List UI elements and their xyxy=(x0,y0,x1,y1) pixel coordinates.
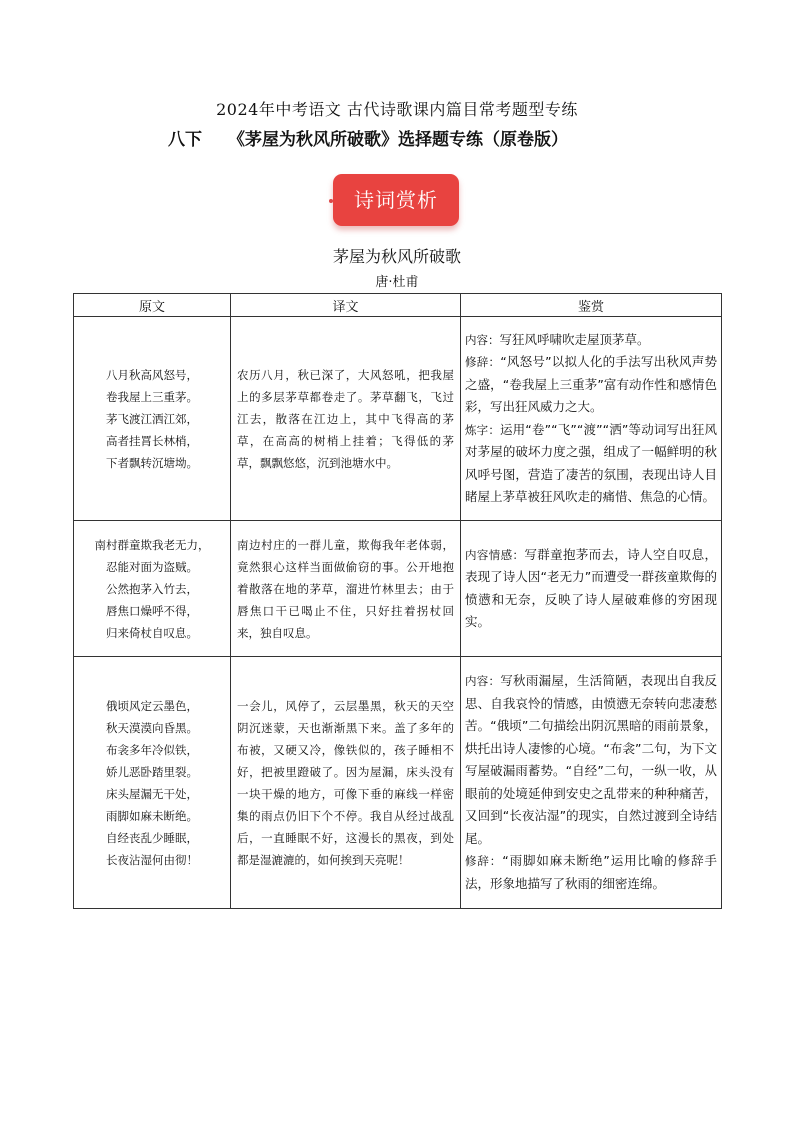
poem-line: 床头屋漏无干处， xyxy=(106,786,198,801)
appreciation-key: 修辞： xyxy=(465,355,501,369)
translation-cell: 一会儿，风停了，云层墨黑，秋天的天空阴沉迷蒙，天也渐渐黑下来。盖了多年的布被，又硬又冷，像铁似的，孩子睡相不好，把被里蹬破了。因为屋漏，床头没有一块干燥的地方，可像下垂的麻线一样密集的雨点仍旧下个不停。我自从经过战乱后，一直睡眠不好，这漫长的黑夜，到处都是湿漉漉的，如何挨到天亮呢！ xyxy=(231,657,461,909)
appreciation-text: 运用“卷”“飞”“渡”“洒”等动词写出狂风对茅屋的破坏力度之强，组成了一幅鲜明的秋风呼号图，营造了凄苦的氛围，表现出诗人目睹屋上茅草被狂风吹走的痛惜、焦急的心情。 xyxy=(465,421,718,504)
column-header-appreciation: 鉴赏 xyxy=(461,294,722,317)
appreciation-key: 内容： xyxy=(465,674,501,688)
appreciation-text: 写狂风呼啸吹走屋顶茅草。 xyxy=(499,331,650,347)
column-header-original: 原文 xyxy=(74,294,231,317)
appreciation-paragraph xyxy=(465,329,717,352)
poem-line: 归来倚杖自叹息。 xyxy=(106,625,198,640)
appreciation-cell xyxy=(461,657,722,909)
original-cell xyxy=(74,317,231,521)
table-row xyxy=(74,657,722,909)
translation-cell: 农历八月，秋已深了，大风怒吼，把我屋上的多层茅草都卷走了。茅草翻飞，飞过江去，散落在江边上，其中飞得高的茅草，在高高的树梢上挂着；飞得低的茅草，飘飘悠悠，沉到池塘水中。 xyxy=(231,317,461,521)
section-badge-label: 诗词赏析 xyxy=(333,174,459,226)
document-subtitle xyxy=(168,125,568,150)
poem-line: 秋天漠漠向昏黑。 xyxy=(106,720,198,735)
appreciation-paragraph xyxy=(465,544,717,634)
table-header-row xyxy=(74,294,722,317)
appreciation-key: 内容情感： xyxy=(465,547,525,562)
poem-line: 忍能对面为盗贼。 xyxy=(106,559,198,574)
poem-line: 卷我屋上三重茅。 xyxy=(106,389,198,404)
appreciation-paragraph xyxy=(465,419,717,509)
appreciation-key: 内容： xyxy=(465,332,500,347)
poem-line: 俄顷风定云墨色， xyxy=(106,698,198,713)
poem-title: 茅屋为秋风所破歌 xyxy=(332,247,461,266)
document-title: 2024年中考语文 古代诗歌课内篇目常考题型专练 xyxy=(216,100,578,119)
appreciation-text: 写秋雨漏屋，生活简陋，表现出自我反思、自我哀怜的情感，由愤懑无奈转向悲凄愁苦。“俄顷”二句描绘出阴沉黑暗的雨前景象，烘托出诗人凄惨的心境。“布衾”二句，为下文写屋破漏雨蓄势。“自经”二句，一纵一收，从眼前的处境延伸到安史之乱带来的种种痛苦，又回到“长夜沾湿”的现实，自然过渡到全诗结尾。 xyxy=(465,673,717,846)
original-cell xyxy=(74,657,231,909)
poem-line: 唇焦口燥呼不得， xyxy=(106,603,198,618)
table-row xyxy=(74,521,722,657)
poem-line: 八月秋高风怒号， xyxy=(106,367,198,382)
grade-label: 八下 xyxy=(168,130,202,150)
poem-line: 茅飞渡江洒江郊， xyxy=(106,411,198,426)
poem-table xyxy=(73,293,722,909)
poem-line: 长夜沾湿何由彻！ xyxy=(106,852,198,867)
appreciation-text: 写群童抱茅而去，诗人空自叹息，表现了诗人因“老无力”而遭受一群孩童欺侮的愤懑和无奈，反映了诗人屋破难修的穷困现实。 xyxy=(465,546,717,629)
poem-line: 公然抱茅入竹去， xyxy=(106,581,198,596)
poem-line: 自经丧乱少睡眠， xyxy=(106,830,198,845)
appreciation-key: 修辞： xyxy=(465,854,503,868)
table-row xyxy=(74,317,722,521)
translation-cell: 南边村庄的一群儿童，欺侮我年老体弱，竟然狠心这样当面做偷窃的事。公开地抱着散落在地的茅草，溜进竹林里去；由于唇焦口干已喝止不住，只好拄着拐杖回来，独自叹息。 xyxy=(231,521,461,657)
appreciation-text: “风怒号”以拟人化的手法写出秋风声势之盛，“卷我屋上三重茅”富有动作性和感情色彩，写出狂风威力之大。 xyxy=(465,354,718,414)
appreciation-paragraph xyxy=(465,670,717,850)
appreciation-cell xyxy=(461,317,722,521)
appreciation-text: “雨脚如麻未断绝”运用比喻的修辞手法，形象地描写了秋雨的细密连绵。 xyxy=(465,853,718,891)
appreciation-paragraph xyxy=(465,850,717,895)
poem-author: 唐·杜甫 xyxy=(375,275,419,290)
poem-line: 南村群童欺我老无力， xyxy=(94,537,210,552)
poem-line: 雨脚如麻未断绝。 xyxy=(106,808,198,823)
appreciation-cell xyxy=(461,521,722,657)
original-cell xyxy=(74,521,231,657)
column-header-translation: 译文 xyxy=(231,294,461,317)
appreciation-key: 炼字： xyxy=(465,422,500,437)
poem-line: 布衾多年冷似铁， xyxy=(106,742,198,757)
subtitle-text: 《茅屋为秋风所破歌》选择题专练（原卷版） xyxy=(228,130,568,150)
poem-line: 娇儿恶卧踏里裂。 xyxy=(106,764,198,779)
poem-line: 下者飘转沉塘坳。 xyxy=(106,455,198,470)
poem-line: 高者挂罥长林梢， xyxy=(106,433,198,448)
appreciation-paragraph xyxy=(465,351,717,419)
